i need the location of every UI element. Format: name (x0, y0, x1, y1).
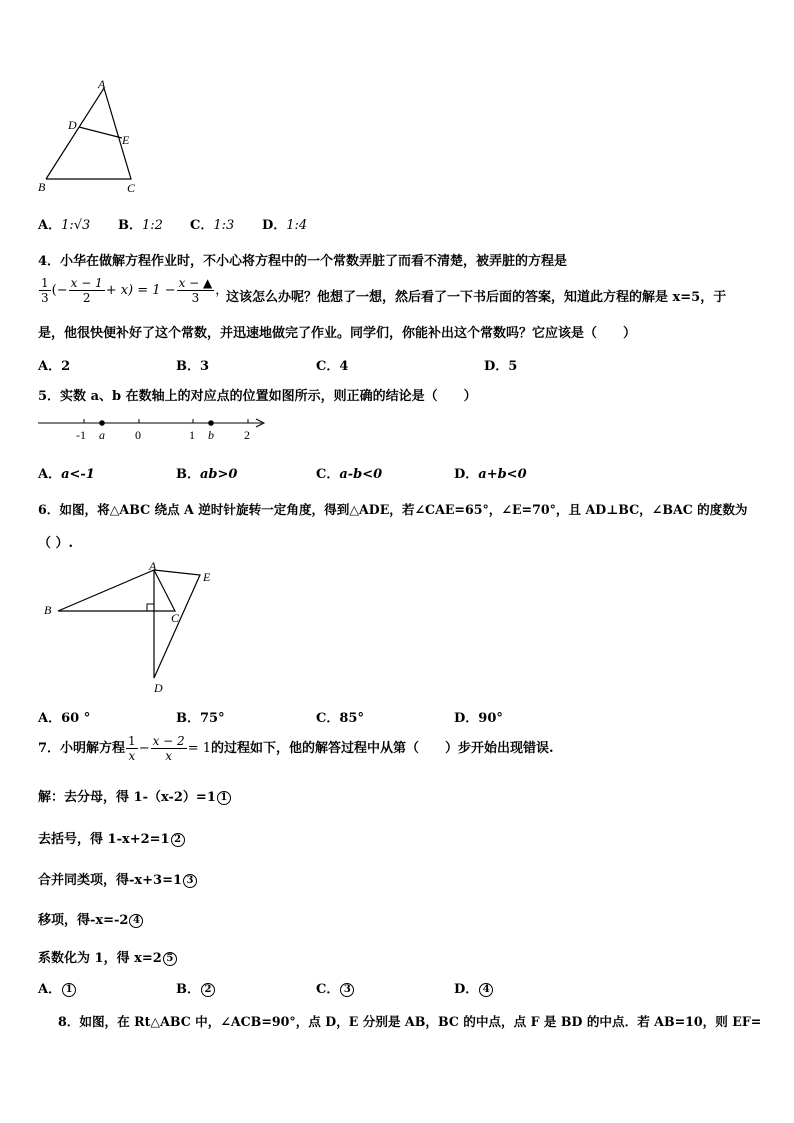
option-text: 75° (200, 711, 225, 726)
option-text: 60 ° (61, 711, 91, 726)
q7-minus: − (138, 741, 150, 756)
step-number-circle: 2 (171, 833, 185, 847)
option-text: 4 (479, 983, 493, 997)
q6-label-d: D (154, 681, 163, 695)
option-text: 1:3 (213, 218, 235, 233)
q6-label-a: A (149, 559, 157, 573)
option-letter: A． (38, 711, 62, 726)
q4-equation-line (38, 276, 228, 305)
q3-option-b[interactable] (118, 214, 163, 233)
q7-option-a[interactable] (38, 978, 76, 997)
q8-stem: 8．如图，在 Rt△ABC 中，∠ACB=90°，点 D，E 分别是 AB，BC 的中点，点 F 是 BD 的中点．若 AB=10，则 EF= (58, 1014, 762, 1029)
option-text: 1 (62, 983, 76, 997)
option-text: 4 (339, 359, 349, 374)
q5-point-b: b (208, 428, 214, 442)
q7-eq: = 1 (187, 741, 211, 756)
option-letter: D． (454, 711, 479, 726)
option-letter: B． (176, 982, 200, 997)
option-text: 1:√3 (61, 218, 91, 233)
q7-step-2 (38, 828, 185, 847)
q7-fraction-2: $\frac{x - 2}{x}$ (152, 734, 185, 763)
option-letter: C． (316, 711, 340, 726)
q4-option-b[interactable] (176, 355, 209, 374)
q4-eq-mid: + x) = 1 − (105, 283, 176, 298)
q4-fraction-2: $\frac{x - 1}{2}$ (70, 276, 103, 305)
q4-option-d[interactable] (484, 355, 517, 374)
q7-option-c[interactable] (316, 978, 354, 997)
q4-stem-line1: 4．小华在做解方程作业时，不小心将方程中的一个常数弄脏了而看不清楚，被弄脏的方程是 (38, 254, 568, 269)
option-text: 1:2 (142, 218, 163, 233)
q6-option-b[interactable] (176, 707, 225, 726)
q7-option-b[interactable] (176, 978, 215, 997)
q7-step-1 (38, 786, 231, 805)
option-letter: D． (454, 467, 479, 482)
q4-eq-open: (− (51, 283, 68, 298)
step-number-circle: 5 (163, 952, 177, 966)
q6-label-e: E (203, 570, 211, 584)
q6-label-c: C (171, 611, 180, 625)
q5-option-a[interactable] (38, 463, 95, 482)
q5-tick-neg1: -1 (76, 428, 86, 442)
q6-option-a[interactable] (38, 707, 90, 726)
option-text: a<-1 (61, 467, 95, 482)
step-text: 移项，得-x=-2 (38, 913, 129, 928)
q3-option-a[interactable] (38, 214, 90, 233)
option-text: 3 (200, 359, 210, 374)
q5-number-line (36, 412, 272, 444)
q4-stem-line3: 是，他很快便补好了这个常数，并迅速地做完了作业。同学们，你能补出这个常数吗？它应该是（ ） (38, 326, 637, 341)
q5-tick-0: 0 (135, 428, 141, 442)
step-number-circle: 3 (183, 874, 197, 888)
option-text: 3 (340, 983, 354, 997)
option-letter: C． (316, 359, 340, 374)
q6-option-c[interactable] (316, 707, 364, 726)
option-text: 5 (508, 359, 518, 374)
option-letter: B． (176, 359, 200, 374)
step-text: 解：去分母，得 1-（x-2）=1 (38, 790, 216, 805)
q3-option-c[interactable] (190, 214, 234, 233)
q3-label-e: E (122, 133, 130, 147)
step-number-circle: 4 (129, 914, 143, 928)
q3-label-a: A (98, 78, 106, 91)
q6-rotation-figure (40, 558, 230, 698)
q7-step-5 (38, 947, 177, 966)
q4-eq-tail: ， (215, 283, 229, 298)
step-text: 系数化为 1，得 x=2 (38, 951, 162, 966)
option-text: ab>0 (200, 467, 238, 482)
option-letter: A． (38, 467, 62, 482)
q5-stem: 5．实数 a、b 在数轴上的对应点的位置如图所示，则正确的结论是（ ） (38, 389, 477, 404)
option-letter: C． (316, 982, 340, 997)
option-text: 2 (201, 983, 215, 997)
option-letter: D． (484, 359, 509, 374)
q5-tick-1: 1 (189, 428, 195, 442)
q7-stem-post: 的过程如下，他的解答过程中从第（ ）步开始出现错误. (210, 741, 554, 756)
q4-fraction-1: $\frac{1}{3}$ (41, 276, 49, 305)
option-letter: C． (190, 218, 214, 233)
q3-label-b: B (38, 180, 46, 194)
step-text: 合并同类项，得-x+3=1 (38, 873, 183, 888)
option-letter: A． (38, 359, 62, 374)
q7-stem-pre: 7．小明解方程 (38, 741, 126, 756)
q4-fraction-3: $\frac{x - ▲}{3}$ (178, 276, 213, 305)
option-text: 90° (478, 711, 503, 726)
option-text: 2 (61, 359, 71, 374)
q3-label-d: D (68, 118, 77, 132)
step-number-circle: 1 (217, 791, 231, 805)
q6-label-b: B (44, 603, 52, 617)
option-letter: B． (176, 711, 200, 726)
q5-option-b[interactable] (176, 463, 237, 482)
q7-fraction-1: $\frac{1}{x}$ (128, 734, 136, 763)
q5-option-c[interactable] (316, 463, 382, 482)
option-letter: D． (262, 218, 287, 233)
step-text: 去括号，得 1-x+2=1 (38, 832, 170, 847)
option-letter: B． (118, 218, 142, 233)
option-text: a+b<0 (478, 467, 527, 482)
option-letter: A． (38, 218, 62, 233)
q6-option-d[interactable] (454, 707, 503, 726)
q5-tick-2: 2 (244, 428, 250, 442)
q4-stem-line2: 这该怎么办呢？他想了一想，然后看了一下书后面的答案，知道此方程的解是 x=5，于 (226, 290, 727, 305)
q6-stem-line2: （ ）. (38, 536, 74, 551)
q5-point-a: a (99, 428, 105, 442)
q3-label-c: C (127, 181, 136, 195)
option-letter: B． (176, 467, 200, 482)
q4-option-a[interactable] (38, 355, 70, 374)
option-letter: D． (454, 982, 479, 997)
q7-option-d[interactable] (454, 978, 493, 997)
q7-step-4 (38, 909, 143, 928)
option-letter: C． (316, 467, 340, 482)
q7-step-3 (38, 869, 197, 888)
option-letter: A． (38, 982, 62, 997)
option-text: 1:4 (286, 218, 308, 233)
option-text: a-b<0 (339, 467, 383, 482)
q3-option-d[interactable] (262, 214, 307, 233)
q5-option-d[interactable] (454, 463, 527, 482)
q4-option-c[interactable] (316, 355, 348, 374)
q7-stem (38, 734, 554, 763)
q3-triangle-figure (30, 78, 150, 198)
option-text: 85° (339, 711, 364, 726)
q6-stem-line1: 6．如图，将△ABC 绕点 A 逆时针旋转一定角度，得到△ADE，若∠CAE=65°，∠E=70°，且 AD⊥BC，∠BAC 的度数为 (38, 502, 748, 517)
